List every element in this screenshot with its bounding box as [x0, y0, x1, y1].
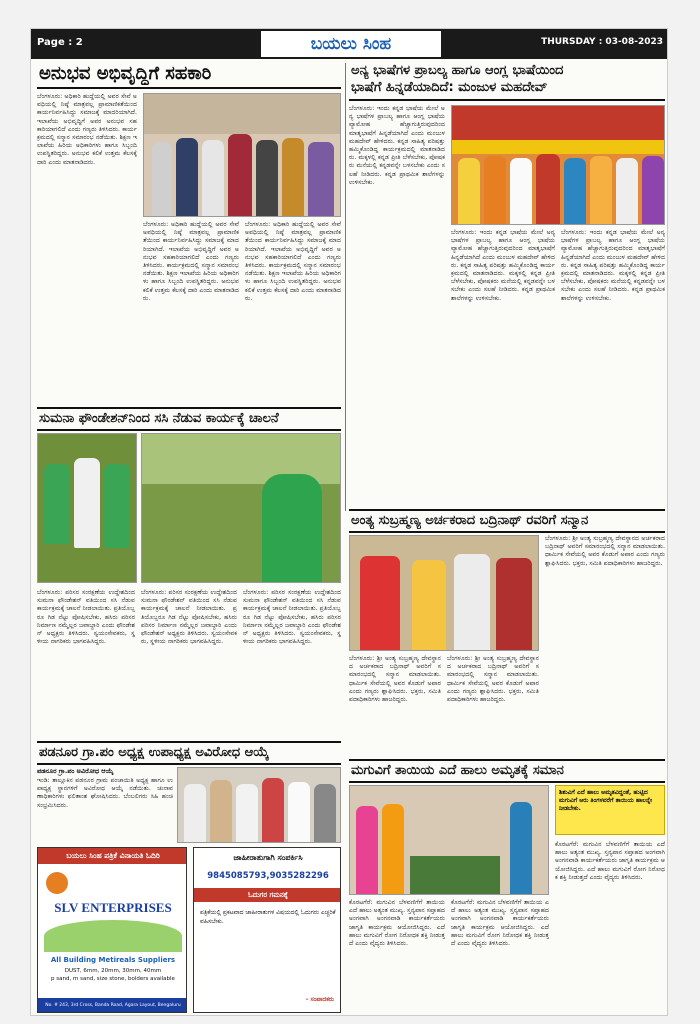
newspaper-title: ಬಯಲು ಸಿಂಹ — [261, 31, 441, 57]
article-headline-line2: ಭಾಷೆಗೆ ಹಿನ್ನಡೆಯಾದಿದೆ: ಮಂಜುಳ ಮಹದೇವ್ — [351, 80, 548, 95]
ad-phone: 9845085793,9035282296 — [207, 871, 329, 881]
divider — [37, 741, 341, 743]
ad-items-2: p sand, m sand, size stone, bolders available — [51, 976, 175, 982]
article-body: ಕೊರಟಗೆರೆ: ಮಗುವಿನ ಬೆಳವಣಿಗೆಗೆ ತಾಯಿಯ ಎದೆ ಹಾಲು ಅತ್ಯಂತ ಮುಖ್ಯ. ಸ್ತನ್ಯಪಾನ ಸಪ್ತಾಹದ ಅಂಗವಾಗಿ ಅಂಗನವಾಡಿ ಕಾರ್ಯಕರ್ತೆಯರು ಜಾಗೃತಿ ಕಾರ್ಯಕ್ರಮ ಆಯೋಜಿಸಿದ್ದರು. ಎದೆ ಹಾಲು ಮಗುವಿಗೆ ರೋಗ ನಿರೋಧಕ ಶಕ್ತಿ ನೀಡುತ್ತದೆ ಎಂದು ವೈದ್ಯರು ತಿಳಿಸಿದರು. — [349, 899, 445, 948]
article-body: ಬೆಂಗಳೂರು: ಶ್ರೀ ಅಂತ್ಯ ಸುಬ್ರಹ್ಮಣ್ಯ ದೇವಸ್ಥಾನದ ಅರ್ಚಕರಾದ ಬದ್ರಿನಾಥ್ ಅವರಿಗೆ ಸಮಾರಂಭದಲ್ಲಿ ಸನ್ಮಾನ ಮಾಡಲಾಯಿತು. ಧಾರ್ಮಿಕ ಸೇವೆಯಲ್ಲಿ ಅವರ ಕೊಡುಗೆ ಅಪಾರ ಎಂದು ಗಣ್ಯರು ಶ್ಲಾಘಿಸಿದರು. ಭಕ್ತರು, ಸಮಿತಿ ಪದಾಧಿಕಾರಿಗಳು ಹಾಜರಿದ್ದರು. — [545, 535, 665, 567]
article-body-continued: ಬೆಂಗಳೂರು: ಪರಿಸರ ಸಂರಕ್ಷಣೆಯ ಉದ್ದೇಶದಿಂದ ಸುಮನಾ ಫೌಂಡೇಶನ್ ವತಿಯಿಂದ ಸಸಿ ನೆಡುವ ಕಾರ್ಯಕ್ರಮಕ್ಕೆ ಚಾಲನೆ ನೀಡಲಾಯಿತು. ಪ್ರತಿಯೊಬ್ಬರೂ ಗಿಡ ನೆಟ್ಟು ಪೋಷಿಸಬೇಕು, ಹಸಿರು ಪರಿಸರ ನಿರ್ಮಾಣ ನಮ್ಮೆಲ್ಲರ ಜವಾಬ್ದಾರಿ ಎಂದು ಫೌಂಡೇಶನ್ ಅಧ್ಯಕ್ಷರು ತಿಳಿಸಿದರು. ಸ್ವಯಂಸೇವಕರು, ಸ್ಥಳೀಯ ನಾಗರಿಕರು ಭಾಗವಹಿಸಿದ್ದರು. — [141, 589, 237, 646]
divider — [349, 531, 665, 533]
notice-sign: – ಸಂಪಾದಕರು — [305, 996, 334, 1003]
article-photo — [141, 433, 341, 583]
advertisement-slv — [37, 847, 187, 1013]
article-body-continued: ಬೆಂಗಳೂರು: ಇಂದು ಕನ್ನಡ ಭಾಷೆಯ ಮೇಲೆ ಅನ್ಯ ಭಾಷೆಗಳ ಪ್ರಾಬಲ್ಯ ಹಾಗೂ ಆಂಗ್ಲ ಭಾಷೆಯ ವ್ಯಾಮೋಹ ಹೆಚ್ಚಾಗುತ್ತಿರುವುದರಿಂದ ಮಾತೃಭಾಷೆಗೆ ಹಿನ್ನಡೆಯಾಗಿದೆ ಎಂದು ಮಂಜುಳ ಮಹದೇವ್ ಹೇಳಿದರು. ಕನ್ನಡ ಸಾಹಿತ್ಯ ಪರಿಷತ್ತು ಹಮ್ಮಿಕೊಂಡಿದ್ದ ಕಾರ್ಯಕ್ರಮದಲ್ಲಿ ಮಾತನಾಡಿದರು. ಮಕ್ಕಳಲ್ಲಿ ಕನ್ನಡ ಪ್ರೀತಿ ಬೆಳೆಸಬೇಕು, ಪೋಷಕರು ಮನೆಯಲ್ಲಿ ಕನ್ನಡವನ್ನೇ ಬಳಸಬೇಕು ಎಂದು ಸಲಹೆ ನೀಡಿದರು. ಕನ್ನಡ ಪ್ರಾಥಮಿಕ ಶಾಲೆಗಳನ್ನು ಉಳಿಸಬೇಕು. — [451, 229, 555, 302]
article-headline: ಸುಮನಾ ಫೌಂಡೇಶನ್‍ನಿಂದ ಸಸಿ ನೆಡುವ ಕಾರ್ಯಕ್ಕೆ ಚಾಲನೆ — [39, 411, 279, 426]
notice-title: ಓದುಗರ ಗಮನಕ್ಕೆ — [194, 888, 341, 902]
notice-text: ಪತ್ರಿಕೆಯಲ್ಲಿ ಪ್ರಕಟವಾದ ಜಾಹೀರಾತುಗಳ ವಿಷಯದಲ್ಲಿ ಓದುಗರು ಎಚ್ಚರಿಕೆ ವಹಿಸಬೇಕು. — [200, 909, 336, 925]
article-photo — [451, 105, 665, 225]
divider — [349, 99, 665, 101]
divider — [349, 781, 665, 783]
article-photo — [177, 767, 341, 843]
article-body-continued: ಬೆಂಗಳೂರು: ಶ್ರೀ ಅಂತ್ಯ ಸುಬ್ರಹ್ಮಣ್ಯ ದೇವಸ್ಥಾನದ ಅರ್ಚಕರಾದ ಬದ್ರಿನಾಥ್ ಅವರಿಗೆ ಸಮಾರಂಭದಲ್ಲಿ ಸನ್ಮಾನ ಮಾಡಲಾಯಿತು. ಧಾರ್ಮಿಕ ಸೇವೆಯಲ್ಲಿ ಅವರ ಕೊಡುಗೆ ಅಪಾರ ಎಂದು ಗಣ್ಯರು ಶ್ಲಾಘಿಸಿದರು. ಭಕ್ತರು, ಸಮಿತಿ ಪದಾಧಿಕಾರಿಗಳು ಹಾಜರಿದ್ದರು. — [349, 655, 441, 704]
article-body-continued: ಬೆಂಗಳೂರು: ಶ್ರೀ ಅಂತ್ಯ ಸುಬ್ರಹ್ಮಣ್ಯ ದೇವಸ್ಥಾನದ ಅರ್ಚಕರಾದ ಬದ್ರಿನಾಥ್ ಅವರಿಗೆ ಸಮಾರಂಭದಲ್ಲಿ ಸನ್ಮಾನ ಮಾಡಲಾಯಿತು. ಧಾರ್ಮಿಕ ಸೇವೆಯಲ್ಲಿ ಅವರ ಕೊಡುಗೆ ಅಪಾರ ಎಂದು ಗಣ್ಯರು ಶ್ಲಾಘಿಸಿದರು. ಭಕ್ತರು, ಸಮಿತಿ ಪದಾಧಿಕಾರಿಗಳು ಹಾಜರಿದ್ದರು. — [447, 655, 539, 704]
divider — [37, 87, 341, 89]
divider — [37, 763, 341, 765]
article-body-continued: ಕೊರಟಗೆರೆ: ಮಗುವಿನ ಬೆಳವಣಿಗೆಗೆ ತಾಯಿಯ ಎದೆ ಹಾಲು ಅತ್ಯಂತ ಮುಖ್ಯ. ಸ್ತನ್ಯಪಾನ ಸಪ್ತಾಹದ ಅಂಗವಾಗಿ ಅಂಗನವಾಡಿ ಕಾರ್ಯಕರ್ತೆಯರು ಜಾಗೃತಿ ಕಾರ್ಯಕ್ರಮ ಆಯೋಜಿಸಿದ್ದರು. ಎದೆ ಹಾಲು ಮಗುವಿಗೆ ರೋಗ ನಿರೋಧಕ ಶಕ್ತಿ ನೀಡುತ್ತದೆ ಎಂದು ವೈದ್ಯರು ತಿಳಿಸಿದರು. — [555, 841, 665, 881]
issue-date: THURSDAY : 03-08-2023 — [541, 37, 663, 47]
advertisement-contact — [193, 847, 341, 1013]
article-headline: ಅನುಭವ ಅಭಿವೃದ್ಧಿಗೆ ಸಹಕಾರಿ — [39, 63, 212, 84]
page-number: Page : 2 — [37, 37, 83, 48]
ad-header: ಬಯಲು ಸಿಂಹ ಪತ್ರಿಕೆ ವಿನಾಯತಿ ಓದಿರಿ — [38, 848, 187, 864]
article-headline: ಮಗುವಿಗೆ ತಾಯಿಯ ಎದೆ ಹಾಲು ಅಮೃತಕ್ಕೆ ಸಮಾನ — [351, 763, 564, 778]
article-body: ಬೆಂಗಳೂರು: ಇಂದು ಕನ್ನಡ ಭಾಷೆಯ ಮೇಲೆ ಅನ್ಯ ಭಾಷೆಗಳ ಪ್ರಾಬಲ್ಯ ಹಾಗೂ ಆಂಗ್ಲ ಭಾಷೆಯ ವ್ಯಾಮೋಹ ಹೆಚ್ಚಾಗುತ್ತಿರುವುದರಿಂದ ಮಾತೃಭಾಷೆಗೆ ಹಿನ್ನಡೆಯಾಗಿದೆ ಎಂದು ಮಂಜುಳ ಮಹದೇವ್ ಹೇಳಿದರು. ಕನ್ನಡ ಸಾಹಿತ್ಯ ಪರಿಷತ್ತು ಹಮ್ಮಿಕೊಂಡಿದ್ದ ಕಾರ್ಯಕ್ರಮದಲ್ಲಿ ಮಾತನಾಡಿದರು. ಮಕ್ಕಳಲ್ಲಿ ಕನ್ನಡ ಪ್ರೀತಿ ಬೆಳೆಸಬೇಕು, ಪೋಷಕರು ಮನೆಯಲ್ಲಿ ಕನ್ನಡವನ್ನೇ ಬಳಸಬೇಕು ಎಂದು ಸಲಹೆ ನೀಡಿದರು. ಕನ್ನಡ ಪ್ರಾಥಮಿಕ ಶಾಲೆಗಳನ್ನು ಉಳಿಸಬೇಕು. — [349, 105, 445, 186]
om-symbol-icon — [46, 872, 68, 894]
ad-tagline: All Building Metireals Suppliers — [50, 956, 176, 964]
article-photo — [37, 433, 137, 583]
article-body-continued: ಬೆಂಗಳೂರು: ಅಧಿಕಾರಿ ಹುದ್ದೆಯಲ್ಲಿ ಅವರ ಸೇವೆ ಅವಧಿಯಲ್ಲಿ ನಿಷ್ಠೆ ಮಾತ್ರವಲ್ಲ ಪ್ರಾಮಾಣಿಕತೆಯಿಂದ ಕಾರ್ಯನಿರ್ವಹಿಸಿದ್ದು ಸಮಾಜಕ್ಕೆ ಮಾದರಿಯಾಗಿದೆ. ಇಲಾಖೆಯ ಅಭಿವೃದ್ಧಿಗೆ ಅವರ ಅನುಭವ ಸಹಕಾರಿಯಾಗಲಿದೆ ಎಂದು ಗಣ್ಯರು ತಿಳಿಸಿದರು. ಕಾರ್ಯಕ್ರಮದಲ್ಲಿ ಸನ್ಮಾನ ಸಮಾರಂಭ ನಡೆಯಿತು. ಶಿಕ್ಷಣ ಇಲಾಖೆಯ ಹಿರಿಯ ಅಧಿಕಾರಿಗಳು ಹಾಗೂ ಸಿಬ್ಬಂದಿ ಉಪಸ್ಥಿತರಿದ್ದರು. ಅನುಭವ ಕಲಿಕೆ ಉತ್ತಮ ಕೆಲಸಕ್ಕೆ ದಾರಿ ಎಂದು ಮಾತನಾಡಿದರು. — [143, 221, 239, 302]
article-body: ಇಂಡಿ: ತಾಲ್ಲೂಕಿನ ಪಡನೂರ ಗ್ರಾಮ ಪಂಚಾಯಿತಿ ಅಧ್ಯಕ್ಷ ಹಾಗೂ ಉಪಾಧ್ಯಕ್ಷ ಸ್ಥಾನಗಳಿಗೆ ಅವಿರೋಧ ಆಯ್ಕೆ ನಡೆಯಿತು. ಚುನಾವಣಾಧಿಕಾರಿಗಳು ಫಲಿತಾಂಶ ಘೋಷಿಸಿದರು. ಬೆಂಬಲಿಗರು ಸಿಹಿ ಹಂಚಿ ಸಂಭ್ರಮಿಸಿದರು. — [37, 777, 173, 809]
divider — [37, 407, 341, 409]
ad-items: DUST, 6mm, 20mm, 30mm, 40mm — [64, 968, 162, 974]
ad-company-name: SLV ENTERPRISES — [54, 900, 172, 915]
article-photo — [143, 93, 341, 217]
article-body-continued: ಬೆಂಗಳೂರು: ಅಧಿಕಾರಿ ಹುದ್ದೆಯಲ್ಲಿ ಅವರ ಸೇವೆ ಅವಧಿಯಲ್ಲಿ ನಿಷ್ಠೆ ಮಾತ್ರವಲ್ಲ ಪ್ರಾಮಾಣಿಕತೆಯಿಂದ ಕಾರ್ಯನಿರ್ವಹಿಸಿದ್ದು ಸಮಾಜಕ್ಕೆ ಮಾದರಿಯಾಗಿದೆ. ಇಲಾಖೆಯ ಅಭಿವೃದ್ಧಿಗೆ ಅವರ ಅನುಭವ ಸಹಕಾರಿಯಾಗಲಿದೆ ಎಂದು ಗಣ್ಯರು ತಿಳಿಸಿದರು. ಕಾರ್ಯಕ್ರಮದಲ್ಲಿ ಸನ್ಮಾನ ಸಮಾರಂಭ ನಡೆಯಿತು. ಶಿಕ್ಷಣ ಇಲಾಖೆಯ ಹಿರಿಯ ಅಧಿಕಾರಿಗಳು ಹಾಗೂ ಸಿಬ್ಬಂದಿ ಉಪಸ್ಥಿತರಿದ್ದರು. ಅನುಭವ ಕಲಿಕೆ ಉತ್ತಮ ಕೆಲಸಕ್ಕೆ ದಾರಿ ಎಂದು ಮಾತನಾಡಿದರು. — [245, 221, 341, 302]
article-body-continued: ಕೊರಟಗೆರೆ: ಮಗುವಿನ ಬೆಳವಣಿಗೆಗೆ ತಾಯಿಯ ಎದೆ ಹಾಲು ಅತ್ಯಂತ ಮುಖ್ಯ. ಸ್ತನ್ಯಪಾನ ಸಪ್ತಾಹದ ಅಂಗವಾಗಿ ಅಂಗನವಾಡಿ ಕಾರ್ಯಕರ್ತೆಯರು ಜಾಗೃತಿ ಕಾರ್ಯಕ್ರಮ ಆಯೋಜಿಸಿದ್ದರು. ಎದೆ ಹಾಲು ಮಗುವಿಗೆ ರೋಗ ನಿರೋಧಕ ಶಕ್ತಿ ನೀಡುತ್ತದೆ ಎಂದು ವೈದ್ಯರು ತಿಳಿಸಿದರು. — [451, 899, 549, 948]
divider — [349, 759, 665, 761]
article-photo — [349, 785, 549, 895]
ad-address: No. # 243, 3rd Cross, Banda Road, Agara Layout, Bengaluru — [38, 998, 187, 1013]
article-kicker: ಪಡನೂರ ಗ್ರಾ.ಪಂ ಅವಿರೋಧ ಆಯ್ಕೆ — [37, 767, 114, 775]
newspaper-page — [30, 28, 668, 1016]
article-body-continued: ಬೆಂಗಳೂರು: ಇಂದು ಕನ್ನಡ ಭಾಷೆಯ ಮೇಲೆ ಅನ್ಯ ಭಾಷೆಗಳ ಪ್ರಾಬಲ್ಯ ಹಾಗೂ ಆಂಗ್ಲ ಭಾಷೆಯ ವ್ಯಾಮೋಹ ಹೆಚ್ಚಾಗುತ್ತಿರುವುದರಿಂದ ಮಾತೃಭಾಷೆಗೆ ಹಿನ್ನಡೆಯಾಗಿದೆ ಎಂದು ಮಂಜುಳ ಮಹದೇವ್ ಹೇಳಿದರು. ಕನ್ನಡ ಸಾಹಿತ್ಯ ಪರಿಷತ್ತು ಹಮ್ಮಿಕೊಂಡಿದ್ದ ಕಾರ್ಯಕ್ರಮದಲ್ಲಿ ಮಾತನಾಡಿದರು. ಮಕ್ಕಳಲ್ಲಿ ಕನ್ನಡ ಪ್ರೀತಿ ಬೆಳೆಸಬೇಕು, ಪೋಷಕರು ಮನೆಯಲ್ಲಿ ಕನ್ನಡವನ್ನೇ ಬಳಸಬೇಕು ಎಂದು ಸಲಹೆ ನೀಡಿದರು. ಕನ್ನಡ ಪ್ರಾಥಮಿಕ ಶಾಲೆಗಳನ್ನು ಉಳಿಸಬೇಕು. — [561, 229, 665, 302]
article-body: ಬೆಂಗಳೂರು: ಅಧಿಕಾರಿ ಹುದ್ದೆಯಲ್ಲಿ ಅವರ ಸೇವೆ ಅವಧಿಯಲ್ಲಿ ನಿಷ್ಠೆ ಮಾತ್ರವಲ್ಲ ಪ್ರಾಮಾಣಿಕತೆಯಿಂದ ಕಾರ್ಯನಿರ್ವಹಿಸಿದ್ದು ಸಮಾಜಕ್ಕೆ ಮಾದರಿಯಾಗಿದೆ. ಇಲಾಖೆಯ ಅಭಿವೃದ್ಧಿಗೆ ಅವರ ಅನುಭವ ಸಹಕಾರಿಯಾಗಲಿದೆ ಎಂದು ಗಣ್ಯರು ತಿಳಿಸಿದರು. ಕಾರ್ಯಕ್ರಮದಲ್ಲಿ ಸನ್ಮಾನ ಸಮಾರಂಭ ನಡೆಯಿತು. ಶಿಕ್ಷಣ ಇಲಾಖೆಯ ಹಿರಿಯ ಅಧಿಕಾರಿಗಳು ಹಾಗೂ ಸಿಬ್ಬಂದಿ ಉಪಸ್ಥಿತರಿದ್ದರು. ಅನುಭವ ಕಲಿಕೆ ಉತ್ತಮ ಕೆಲಸಕ್ಕೆ ದಾರಿ ಎಂದು ಮಾತನಾಡಿದರು. — [37, 93, 137, 166]
globe-icon — [44, 920, 182, 952]
ad-title: ಜಾಹೀರಾತುಗಾಗಿ ಸಂಪರ್ಕಿಸಿ — [233, 853, 303, 862]
article-body-continued: ಬೆಂಗಳೂರು: ಪರಿಸರ ಸಂರಕ್ಷಣೆಯ ಉದ್ದೇಶದಿಂದ ಸುಮನಾ ಫೌಂಡೇಶನ್ ವತಿಯಿಂದ ಸಸಿ ನೆಡುವ ಕಾರ್ಯಕ್ರಮಕ್ಕೆ ಚಾಲನೆ ನೀಡಲಾಯಿತು. ಪ್ರತಿಯೊಬ್ಬರೂ ಗಿಡ ನೆಟ್ಟು ಪೋಷಿಸಬೇಕು, ಹಸಿರು ಪರಿಸರ ನಿರ್ಮಾಣ ನಮ್ಮೆಲ್ಲರ ಜವಾಬ್ದಾರಿ ಎಂದು ಫೌಂಡೇಶನ್ ಅಧ್ಯಕ್ಷರು ತಿಳಿಸಿದರು. ಸ್ವಯಂಸೇವಕರು, ಸ್ಥಳೀಯ ನಾಗರಿಕರು ಭಾಗವಹಿಸಿದ್ದರು. — [243, 589, 341, 646]
divider — [37, 429, 341, 431]
article-headline: ಪಡನೂರ ಗ್ರಾ.ಪಂ ಅಧ್ಯಕ್ಷ ಉಪಾಧ್ಯಕ್ಷ ಅವಿರೋಧ ಆಯ್ಕೆ — [39, 745, 269, 760]
column-divider — [345, 63, 346, 511]
highlight-box: ಶಿಶುವಿಗೆ ಎದೆ ಹಾಲು ಅಮೃತವಿದ್ದಂತೆ, ಹುಟ್ಟಿದ ಮಗುವಿಗೆ ಆರು ತಿಂಗಳವರೆಗೆ ತಾಯಿಯ ಹಾಲನ್ನೇ ನೀಡಬೇಕು. — [555, 785, 665, 835]
article-body: ಬೆಂಗಳೂರು: ಪರಿಸರ ಸಂರಕ್ಷಣೆಯ ಉದ್ದೇಶದಿಂದ ಸುಮನಾ ಫೌಂಡೇಶನ್ ವತಿಯಿಂದ ಸಸಿ ನೆಡುವ ಕಾರ್ಯಕ್ರಮಕ್ಕೆ ಚಾಲನೆ ನೀಡಲಾಯಿತು. ಪ್ರತಿಯೊಬ್ಬರೂ ಗಿಡ ನೆಟ್ಟು ಪೋಷಿಸಬೇಕು, ಹಸಿರು ಪರಿಸರ ನಿರ್ಮಾಣ ನಮ್ಮೆಲ್ಲರ ಜವಾಬ್ದಾರಿ ಎಂದು ಫೌಂಡೇಶನ್ ಅಧ್ಯಕ್ಷರು ತಿಳಿಸಿದರು. ಸ್ವಯಂಸೇವಕರು, ಸ್ಥಳೀಯ ನಾಗರಿಕರು ಭಾಗವಹಿಸಿದ್ದರು. — [37, 589, 135, 646]
article-headline-line1: ಅನ್ಯ ಭಾಷೆಗಳ ಪ್ರಾಬಲ್ಯ ಹಾಗೂ ಆಂಗ್ಲ ಭಾಷೆಯಿಂದ — [351, 63, 564, 78]
article-headline: ಅಂತ್ಯ ಸುಬ್ರಹ್ಮಣ್ಯ ಅರ್ಚಕರಾದ ಬದ್ರಿನಾಥ್ ರವರಿಗೆ ಸನ್ಮಾನ — [351, 513, 589, 528]
divider — [349, 509, 665, 511]
masthead — [31, 29, 668, 59]
article-photo — [349, 535, 539, 651]
